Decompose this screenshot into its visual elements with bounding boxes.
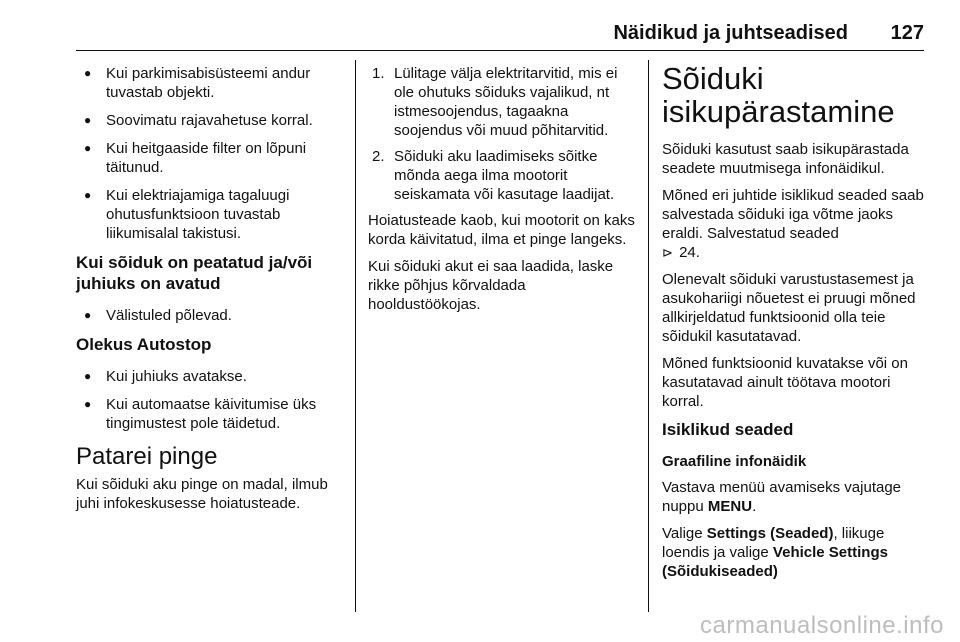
list-item (368, 64, 638, 140)
heading-personal-settings: Isiklikud seaded (662, 420, 794, 439)
list-item: ● Kui parkimisabisüsteemi andur tuvastab objekti. (76, 64, 348, 102)
page-ref-arrow-icon: ⊳ (662, 245, 673, 260)
header-title: Näidikud ja juhtseadised (613, 22, 848, 44)
paragraph: Mõned funktsioonid kuvatakse või on kasutatavad ainult töötava mootori korral. (662, 355, 908, 410)
paragraph-text: , liikuge loendis ja valige (662, 525, 885, 561)
list-item: ● Soovimatu rajavahetuse korral. (76, 111, 348, 130)
column-1 (76, 64, 348, 521)
page-number: 127 (890, 22, 924, 44)
paragraph: Sõiduki kasutust saab isikupärastada seadete muutmisega infonäidikul. (662, 141, 909, 177)
page-header (0, 0, 960, 54)
paragraph: Hoiatusteade kaob, kui mootorit on kaks korda käivitatud, ilma et pinge langeks. (368, 212, 635, 248)
paragraph: Kui sõiduki akut ei saa laadida, laske rikke põhjus kõrvaldada hooldustöökojas. (368, 258, 614, 313)
heading-battery: Patarei pinge (76, 443, 218, 470)
paragraph (662, 524, 928, 581)
list-item: ● Kui automaatse käivitumise üks tingimustest pole täidetud. (76, 395, 348, 433)
list-item: ● Kui heitgaaside filter on lõpuni täitunud. (76, 139, 348, 177)
numbered-steps (368, 64, 638, 204)
step-number: 1. (372, 65, 385, 82)
paragraph (662, 186, 928, 262)
step-number: 2. (372, 148, 385, 165)
paragraph (662, 478, 928, 516)
list-item: ● Välistuled põlevad. (76, 306, 348, 325)
settings-label: Settings (Seaded) (706, 525, 834, 542)
column-divider-1 (355, 60, 356, 612)
header-rule (76, 50, 924, 51)
section-title-line1: Sõiduki (662, 61, 764, 96)
column-2 (368, 64, 638, 322)
bullet-list-autostop (76, 367, 348, 433)
column-divider-2 (648, 60, 649, 612)
section-title (662, 62, 928, 128)
battery-text: Kui sõiduki aku pinge on madal, ilmub juhi infokeskusesse hoiatusteade. (76, 476, 328, 512)
menu-button-label: MENU (707, 498, 753, 515)
list-item (368, 147, 638, 204)
paragraph-text: Valige (662, 525, 703, 542)
bullet-list-parked (76, 306, 348, 325)
column-3 (662, 61, 928, 589)
paragraph-text: Mõned eri juhtide isiklikud seaded saab salvestada sõiduki iga võtme jaoks eraldi. Salvestatud seaded (662, 187, 924, 242)
bullet-list-warnings (76, 64, 348, 243)
step-text: Sõiduki aku laadimiseks sõitke mõnda aega ilma mootorit seiskamata või kasutage laadijat. (394, 148, 615, 203)
paragraph: Olenevalt sõiduki varustustasemest ja asukohariigi nõuetest ei pruugi mõned allkirjeldatud funktsioonid olla teie sõidukil kasutatavad. (662, 271, 916, 345)
heading-parked: Kui sõiduk on peatatud ja/või juhiuks on avatud (76, 253, 313, 293)
list-item: ● Kui elektriajamiga tagaluugi ohutusfunktsioon tuvastab liikumisalal takistusi. (76, 186, 348, 243)
step-text: Lülitage välja elektritarvitid, mis ei ole ohutuks sõiduks vajalikud, nt istmesoojendus, tagaakna soojendus või muud põhitarvitid. (394, 65, 618, 139)
paragraph-text: . (752, 498, 757, 515)
heading-autostop: Olekus Autostop (76, 335, 212, 354)
vehicle-settings-label: Vehicle Settings (Sõidukiseaded) (662, 544, 888, 580)
list-item: ● Kui juhiuks avatakse. (76, 367, 348, 386)
section-title-line2: isikupärastamine (662, 94, 895, 129)
watermark: carmanualsonline.info (700, 612, 944, 639)
paragraph-text: Vastava menüü avamiseks vajutage nuppu (662, 479, 902, 515)
heading-graphic-display: Graafiline infonäidik (662, 453, 807, 470)
page-ref-link[interactable]: 24. (679, 244, 700, 261)
